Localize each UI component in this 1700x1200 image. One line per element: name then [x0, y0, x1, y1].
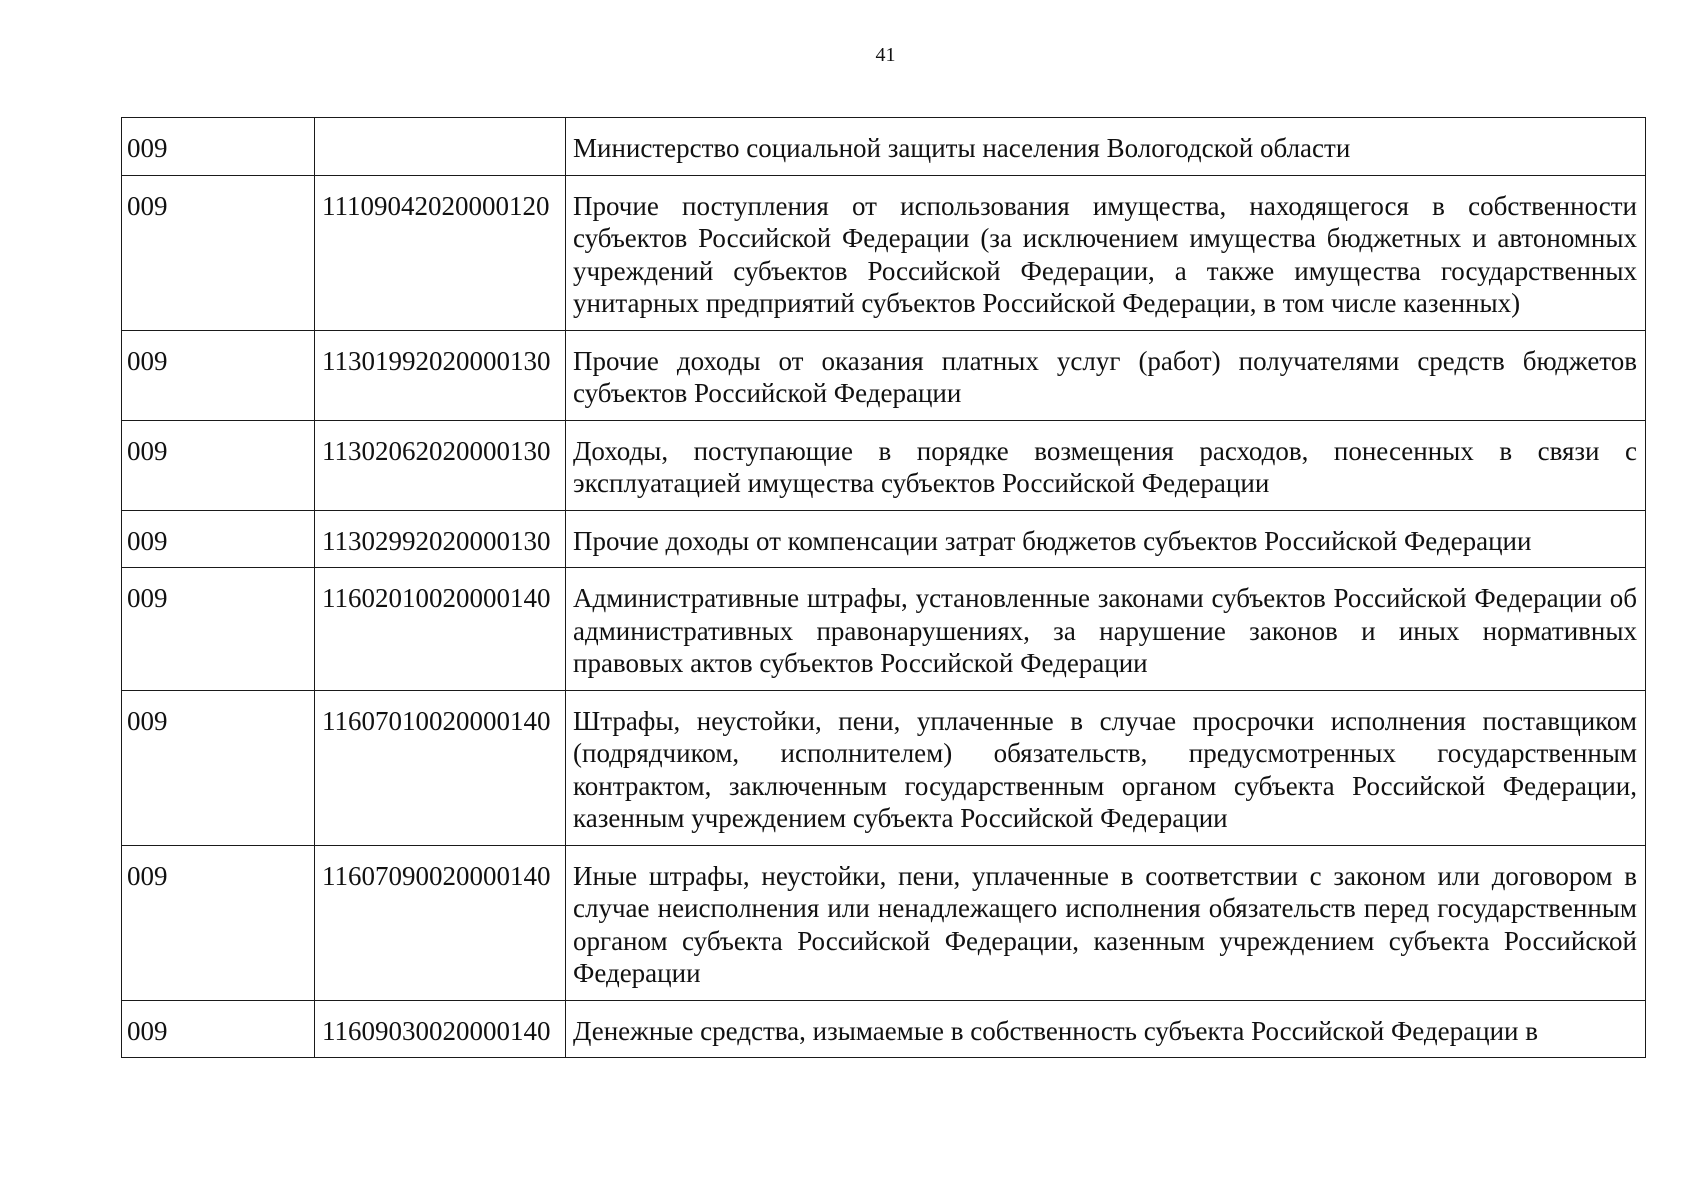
revenue-code-cell: 11301992020000130 — [315, 330, 566, 420]
admin-code-cell: 009 — [122, 845, 315, 1000]
revenue-name-cell: Прочие доходы от оказания платных услуг (работ) получателями средств бюджетов субъектов Российской Федерации — [566, 330, 1646, 420]
admin-code-cell: 009 — [122, 175, 315, 330]
revenue-name-cell: Министерство социальной защиты населения Вологодской области — [566, 118, 1646, 176]
admin-code-cell: 009 — [122, 690, 315, 845]
revenue-name-cell: Доходы, поступающие в порядке возмещения расходов, понесенных в связи с эксплуатацией имущества субъектов Российской Федерации — [566, 420, 1646, 510]
table-row — [122, 175, 1646, 330]
revenue-code-cell: 11607010020000140 — [315, 690, 566, 845]
revenue-code-cell: 11607090020000140 — [315, 845, 566, 1000]
table-row — [122, 330, 1646, 420]
table-row — [122, 568, 1646, 691]
table-row — [122, 690, 1646, 845]
table-row — [122, 118, 1646, 176]
revenue-name-cell: Прочие доходы от компенсации затрат бюджетов субъектов Российской Федерации — [566, 510, 1646, 568]
revenue-code-cell: 11609030020000140 — [315, 1000, 566, 1058]
page-number: 41 — [875, 44, 896, 66]
revenue-code-cell: 11302992020000130 — [315, 510, 566, 568]
revenue-name-cell: Денежные средства, изымаемые в собственность субъекта Российской Федерации в — [566, 1000, 1646, 1058]
revenue-name-cell: Административные штрафы, установленные законами субъектов Российской Федерации об административных правонарушениях, за нарушение законов и иных нормативных правовых актов субъектов Российской Федерации — [566, 568, 1646, 691]
admin-code-cell: 009 — [122, 568, 315, 691]
admin-code-cell: 009 — [122, 510, 315, 568]
revenue-name-cell: Иные штрафы, неустойки, пени, уплаченные в соответствии с законом или договором в случае неисполнения или ненадлежащего исполнения обязательств перед государственным органом субъекта Российской Федерации, казенным учреждением субъекта Российской Федерации — [566, 845, 1646, 1000]
revenue-code-cell: 11109042020000120 — [315, 175, 566, 330]
table-row — [122, 420, 1646, 510]
table-row — [122, 1000, 1646, 1058]
revenue-code-cell: 11302062020000130 — [315, 420, 566, 510]
revenue-code-cell — [315, 118, 566, 176]
table-row — [122, 845, 1646, 1000]
revenue-codes-table — [121, 117, 1646, 1058]
admin-code-cell: 009 — [122, 1000, 315, 1058]
admin-code-cell: 009 — [122, 118, 315, 176]
revenue-name-cell: Прочие поступления от использования имущества, находящегося в собственности субъектов Российской Федерации (за исключением имущества бюджетных и автономных учреждений субъектов Российской Федерации, а также имущества государственных унитарных предприятий субъектов Российской Федерации, в том числе казенных) — [566, 175, 1646, 330]
revenue-name-cell: Штрафы, неустойки, пени, уплаченные в случае просрочки исполнения поставщиком (подрядчиком, исполнителем) обязательств, предусмотренных государственным контрактом, заключенным государственным органом субъекта Российской Федерации, казенным учреждением субъекта Российской Федерации — [566, 690, 1646, 845]
table-row — [122, 510, 1646, 568]
revenue-code-cell: 11602010020000140 — [315, 568, 566, 691]
admin-code-cell: 009 — [122, 420, 315, 510]
admin-code-cell: 009 — [122, 330, 315, 420]
